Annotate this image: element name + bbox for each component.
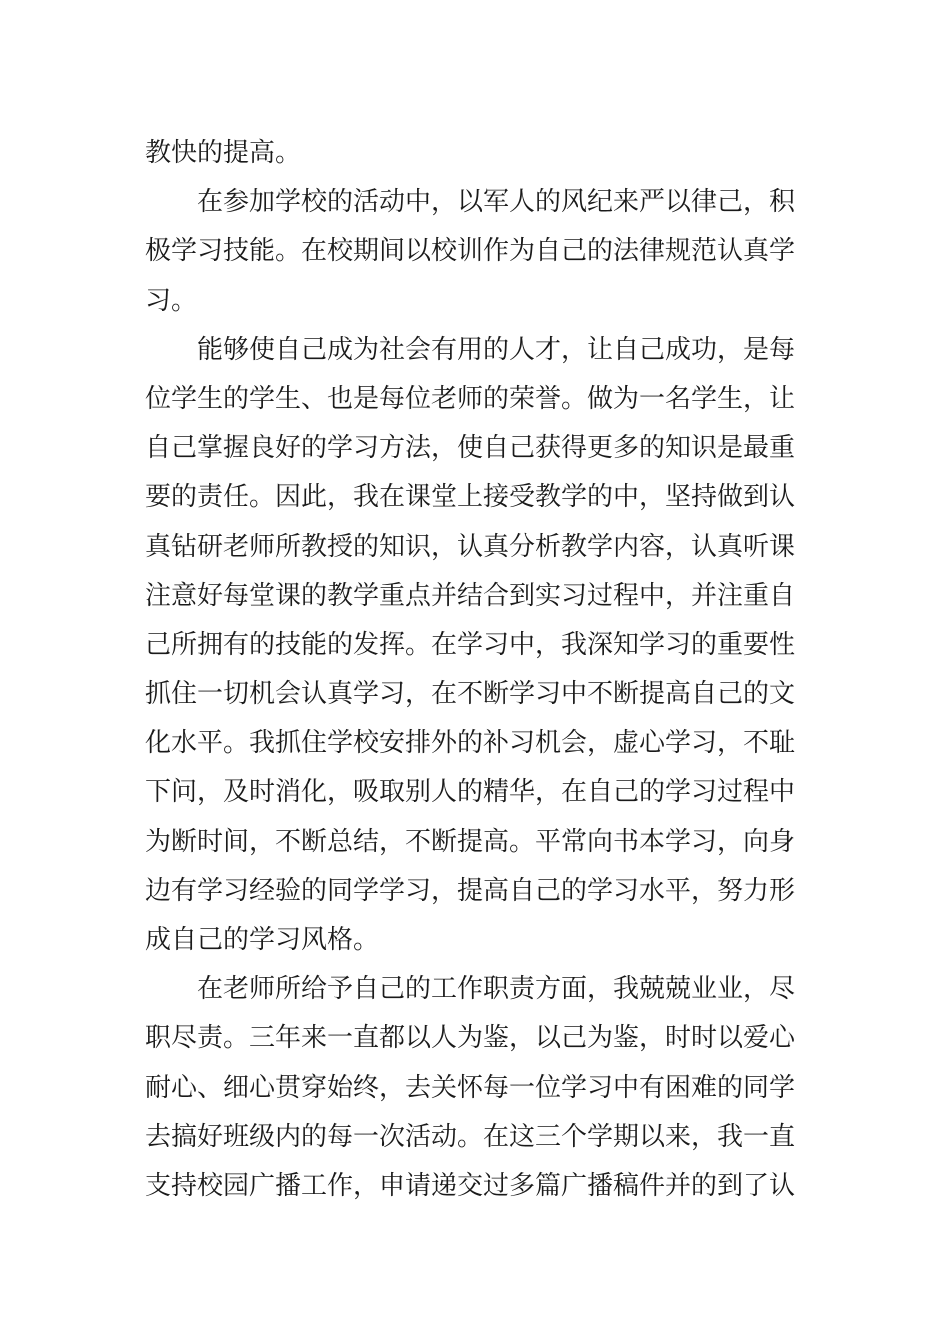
text-line: 教快的提高。 bbox=[145, 138, 302, 168]
text-line: 自己掌握良好的学习方法，使自己获得更多的知识是最重 bbox=[145, 433, 796, 464]
text-line: 去搞好班级内的每一次活动。在这三个学期以来，我一直 bbox=[145, 1121, 796, 1152]
text-line: 要的责任。因此，我在课堂上接受教学的中，坚持做到认 bbox=[145, 482, 796, 513]
paragraph-start-line: 在老师所给予自己的工作职责方面，我兢兢业业，尽 bbox=[197, 974, 796, 1005]
text-line: 真钻研老师所教授的知识，认真分析教学内容，认真听课 bbox=[145, 531, 796, 562]
text-line: 成自己的学习风格。 bbox=[145, 925, 380, 955]
text-line: 下问，及时消化，吸取别人的精华，在自己的学习过程中 bbox=[145, 777, 796, 808]
text-line: 耐心、细心贯穿始终，去关怀每一位学习中有困难的同学 bbox=[145, 1072, 796, 1103]
text-line: 极学习技能。在校期间以校训作为自己的法律规范认真学 bbox=[145, 236, 796, 267]
text-line: 化水平。我抓住学校安排外的补习机会，虚心学习，不耻 bbox=[145, 728, 796, 759]
text-line: 习。 bbox=[145, 285, 198, 316]
text-line: 为断时间，不断总结，不断提高。平常向书本学习，向身 bbox=[145, 826, 796, 857]
text-line: 位学生的学生、也是每位老师的荣誉。做为一名学生，让 bbox=[145, 383, 796, 414]
paragraph-start-line: 在参加学校的活动中，以军人的风纪来严以律己，积 bbox=[197, 187, 796, 218]
document-body bbox=[145, 129, 809, 1211]
text-line: 注意好每堂课的教学重点并结合到实习过程中，并注重自 bbox=[145, 580, 796, 611]
text-line: 支持校园广播工作，申请递交过多篇广播稿件并的到了认 bbox=[145, 1170, 796, 1201]
text-line: 边有学习经验的同学学习，提高自己的学习水平，努力形 bbox=[145, 875, 796, 906]
text-line: 职尽责。三年来一直都以人为鉴，以己为鉴，时时以爱心 bbox=[145, 1023, 796, 1054]
paragraph-start-line: 能够使自己成为社会有用的人才，让自己成功，是每 bbox=[197, 334, 796, 365]
text-line: 己所拥有的技能的发挥。在学习中，我深知学习的重要性 bbox=[145, 629, 796, 660]
text-line: 抓住一切机会认真学习，在不断学习中不断提高自己的文 bbox=[145, 679, 796, 710]
